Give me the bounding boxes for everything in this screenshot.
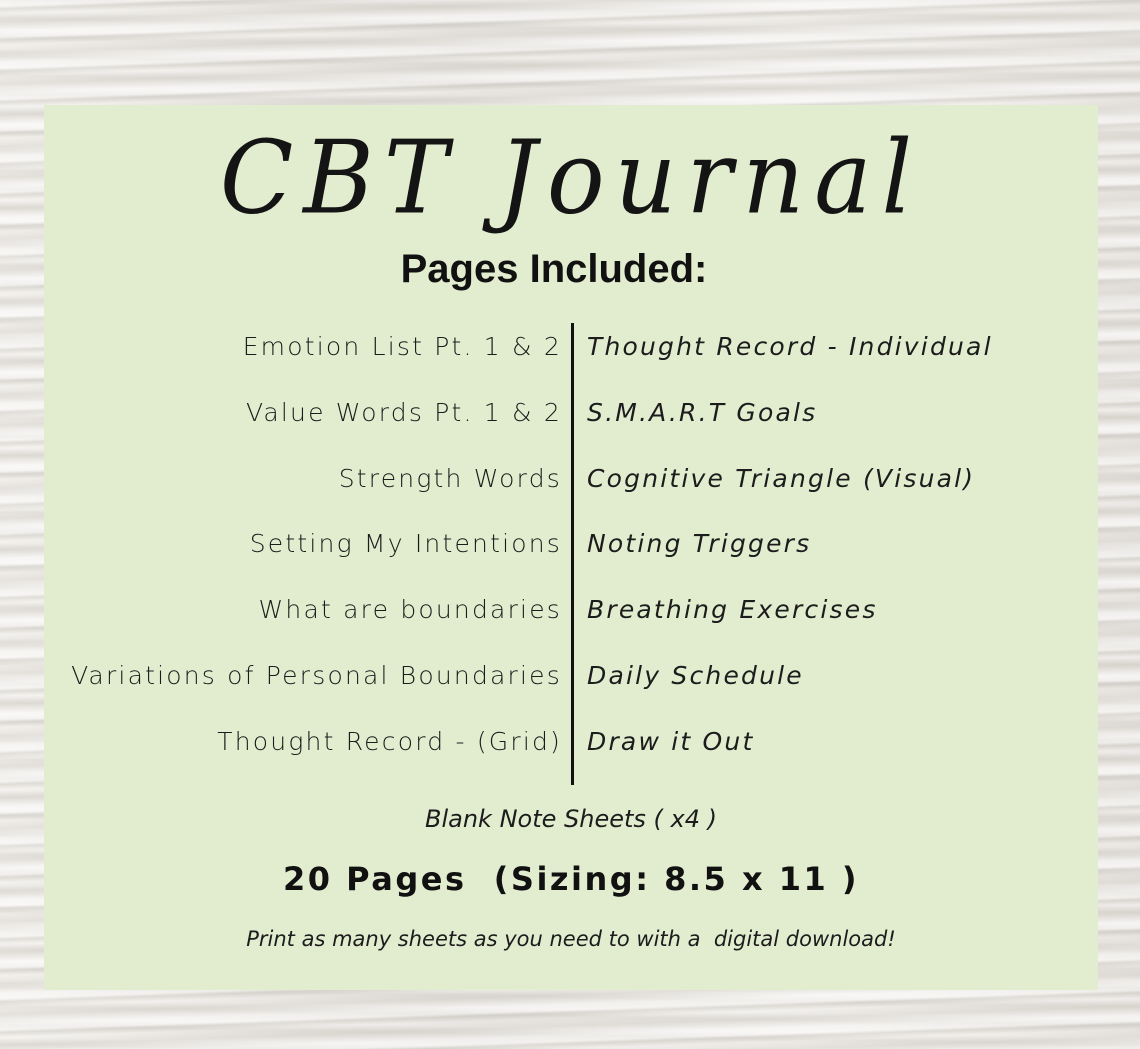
list-item: Cognitive Triangle (Visual): [587, 463, 976, 493]
page-count-sizing: 20 Pages (Sizing: 8.5 x 11 ): [282, 860, 860, 898]
list-item: Daily Schedule: [587, 660, 804, 690]
list-item: Strength Words: [338, 463, 562, 493]
journal-title: CBT Journal: [219, 119, 923, 237]
list-item: Setting My Intentions: [249, 529, 562, 559]
right-page-list: [587, 323, 993, 784]
list-item: Variations of Personal Boundaries: [71, 660, 562, 690]
list-item: Draw it Out: [587, 726, 755, 756]
list-item: Value Words Pt. 1 & 2: [246, 397, 562, 427]
left-page-list: [71, 323, 562, 784]
list-item: Noting Triggers: [587, 529, 812, 559]
list-item: What are boundaries: [258, 595, 562, 625]
list-item: Thought Record - (Grid): [217, 726, 562, 756]
print-note: Print as many sheets as you need to with a digital download!: [246, 927, 896, 951]
info-card: [44, 105, 1098, 990]
list-item: Emotion List Pt. 1 & 2: [242, 332, 562, 361]
list-item: Thought Record - Individual: [587, 332, 993, 361]
list-item: Breathing Exercises: [587, 595, 878, 625]
blank-note-sheets: Blank Note Sheets ( x4 ): [425, 805, 717, 833]
column-divider: [571, 323, 574, 785]
list-item: S.M.A.R.T Goals: [587, 397, 818, 427]
pages-included-heading: Pages Included:: [400, 247, 708, 291]
